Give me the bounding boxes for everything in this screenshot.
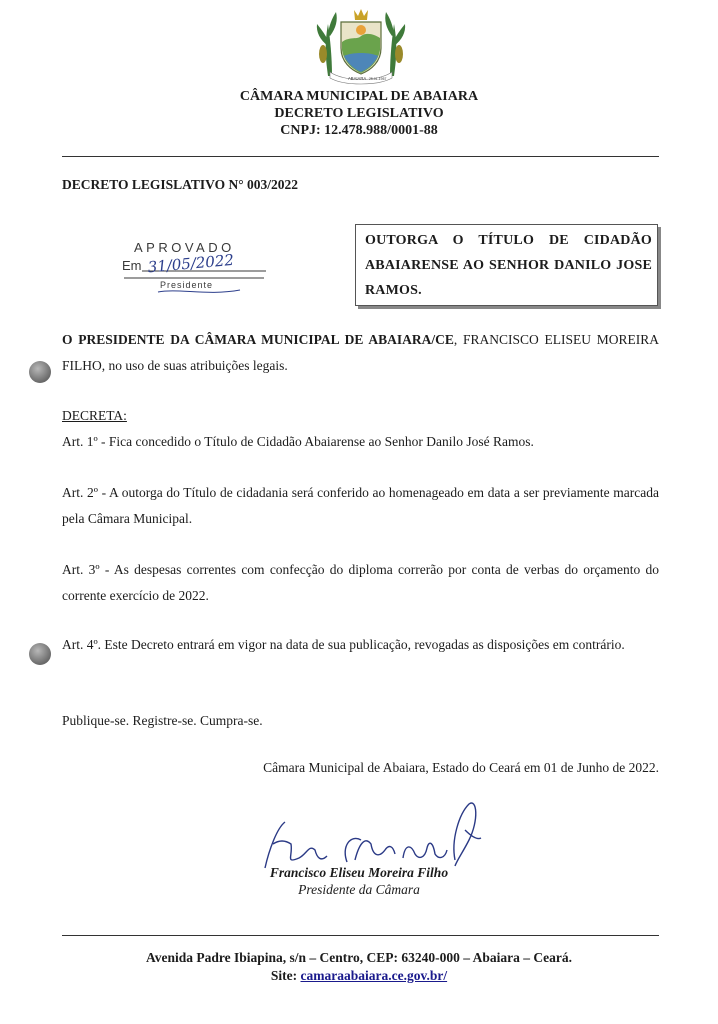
footer-site-link[interactable]: camaraabaiara.ce.gov.br/ xyxy=(300,968,448,983)
stamp-prefix: Em xyxy=(122,258,142,273)
preamble xyxy=(62,327,659,379)
article-2: Art. 2º - A outorga do Título de cidadania será conferido ao homenageado em data a ser previamente marcada pela Câmara Municipal. xyxy=(62,485,659,526)
footer-site-label: Site: xyxy=(270,968,301,983)
article-4: Art. 4º. Este Decreto entrará em vigor na data de sua publicação, revogadas as disposições em contrário. xyxy=(62,637,625,652)
summary-text: OUTORGA O TÍTULO DE CIDADÃO ABAIARENSE AO SENHOR DANILO JOSE RAMOS. xyxy=(365,233,652,298)
stamp-title: APROVADO xyxy=(134,240,235,255)
footer-site xyxy=(0,968,718,984)
decreta-label: DECRETA: xyxy=(62,408,127,423)
crest-text: ABAIARA xyxy=(348,76,367,81)
header-cnpj: CNPJ: 12.478.988/0001-88 xyxy=(280,123,438,138)
signatory-name: Francisco Eliseu Moreira Filho xyxy=(269,865,449,880)
article-1: Art. 1º - Fica concedido o Título de Cidadão Abaiarense ao Senhor Danilo José Ramos. xyxy=(62,434,534,449)
footer-divider xyxy=(62,935,659,936)
punch-hole-bottom xyxy=(29,643,51,665)
decree-number: DECRETO LEGISLATIVO N° 003/2022 xyxy=(62,177,299,192)
signatory-role: Presidente da Câmara xyxy=(298,882,420,897)
stamp-date: 31/05/2022 xyxy=(146,250,235,277)
preamble-rest: , FRANCISCO ELISEU MOREIRA FILHO, no uso de suas atribuições legais. xyxy=(62,332,659,373)
place-and-date: Câmara Municipal de Abaiara, Estado do Ceará em 01 de Junho de 2022. xyxy=(263,760,659,775)
preamble-bold: O PRESIDENTE DA CÂMARA MUNICIPAL DE ABAIARA/CE xyxy=(62,332,454,347)
punch-hole-top xyxy=(29,361,51,383)
header-subtitle: DECRETO LEGISLATIVO xyxy=(274,106,444,121)
stamp-role: Presidente xyxy=(160,280,214,290)
footer-address: Avenida Padre Ibiapina, s/n – Centro, CEP: 63240-000 – Abaiara – Ceará. xyxy=(145,950,572,965)
approval-stamp xyxy=(118,238,273,298)
crest-date: 25-01-1957 xyxy=(369,77,387,81)
header-divider xyxy=(62,156,659,157)
header-title: CÂMARA MUNICIPAL DE ABAIARA xyxy=(239,89,479,104)
municipal-crest-logo xyxy=(314,6,408,86)
closing-formula: Publique-se. Registre-se. Cumpra-se. xyxy=(62,713,263,728)
summary-box xyxy=(355,224,658,306)
article-3: Art. 3º - As despesas correntes com confecção do diploma correrão por conta de verbas do orçamento do corrente exercício de 2022. xyxy=(62,562,659,603)
